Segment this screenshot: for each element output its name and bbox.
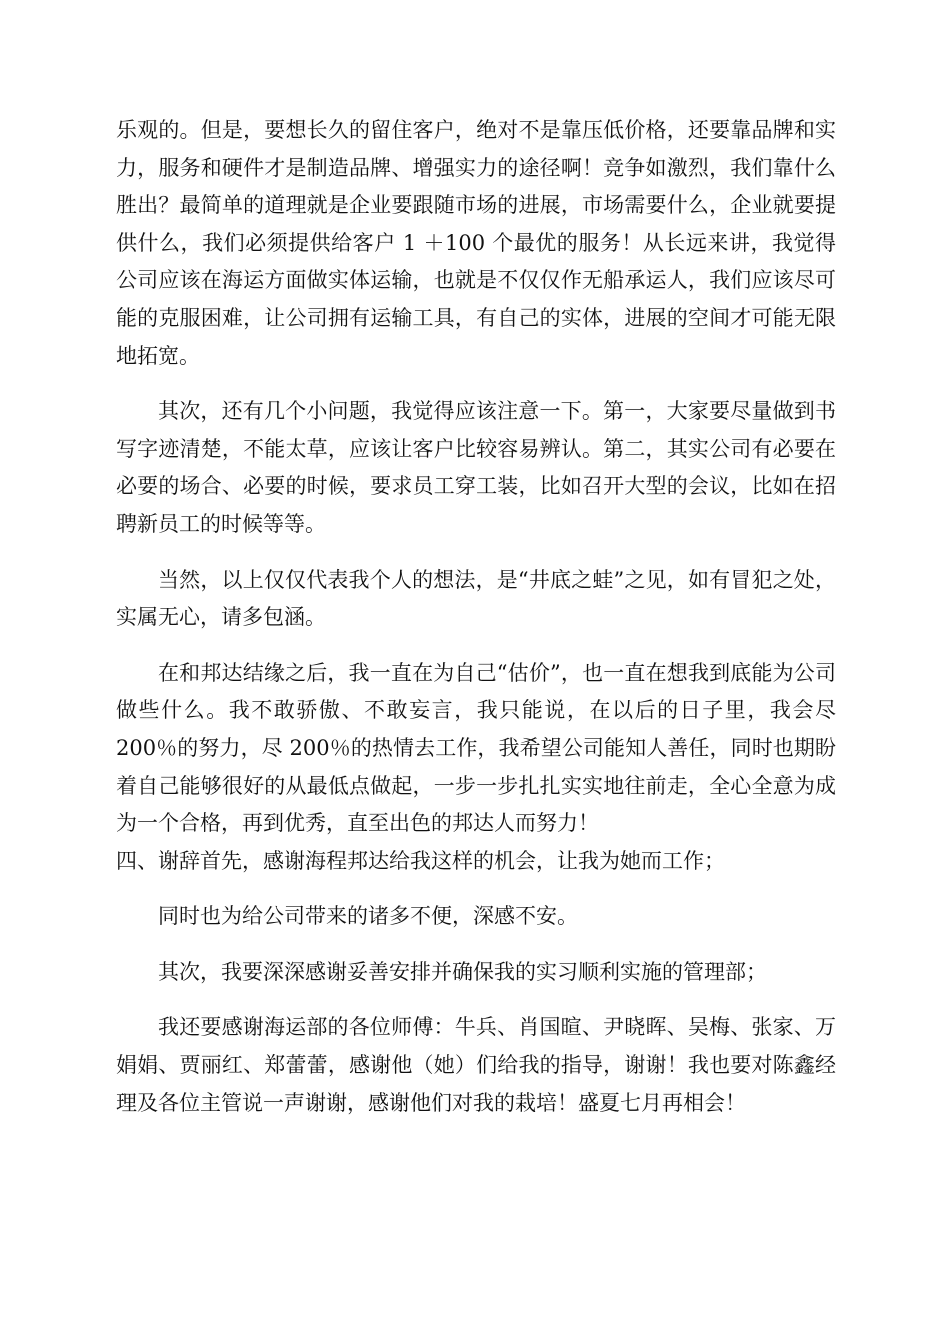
paragraph-2: 其次，还有几个小问题，我觉得应该注意一下。第一，大家要尽量做到书写字迹清楚，不能太草，应该让客户比较容易辨认。第二，其实公司有必要在必要的场合、必要的时候，要求员工穿工装，比如召开大型的会议，比如在招聘新员工的时候等等。 [116, 399, 836, 536]
paragraph-1: 乐观的。但是，要想长久的留住客户，绝对不是靠压低价格，还要靠品牌和实力，服务和硬件才是制造品牌、增强实力的途径啊！竞争如激烈，我们靠什么胜出？最简单的道理就是企业要跟随市场的进展，市场需要什么，企业就要提供什么，我们必须提供给客户 1 ＋100 个最优的服务！从长远来讲，我觉得公司应该在海运方面做实体运输，也就是不仅仅作无船承运人，我们应该尽可能的克服困难，让公司拥有运输工具，有自己的实体，进展的空间才可能无限地拓宽。 [116, 118, 836, 368]
paragraph-3: 当然，以上仅仅代表我个人的想法，是“井底之蛙”之见，如有冒犯之处，实属无心，请多包涵。 [116, 567, 836, 630]
paragraph-4: 在和邦达结缘之后，我一直在为自己“估价”，也一直在想我到底能为公司做些什么。我不敢骄傲、不敢妄言，我只能说，在以后的日子里，我会尽 200％的努力，尽 200％的热情去工作，我希望公司能知人善任，同时也期盼着自己能够很好的从最低点做起，一步一步扎扎实实地往前走，全心全意为成为一个合格，再到优秀，直至出色的邦达人而努力！ [116, 660, 836, 836]
paragraph-8: 我还要感谢海运部的各位师傅：牛兵、肖国暄、尹晓晖、吴梅、张家、万娟娟、贾丽红、郑蕾蕾，感谢他（她）们给我的指导，谢谢！我也要对陈鑫经理及各位主管说一声谢谢，感谢他们对我的栽培！盛夏七月再相会！ [116, 1015, 836, 1115]
document-body [116, 112, 836, 1122]
paragraph-6: 同时也为给公司带来的诸多不便，深感不安。 [158, 904, 578, 929]
paragraph-7: 其次，我要深深感谢妥善安排并确保我的实习顺利实施的管理部； [158, 959, 767, 984]
paragraph-5: 四、谢辞首先，感谢海程邦达给我这样的机会，让我为她而工作； [116, 848, 725, 873]
